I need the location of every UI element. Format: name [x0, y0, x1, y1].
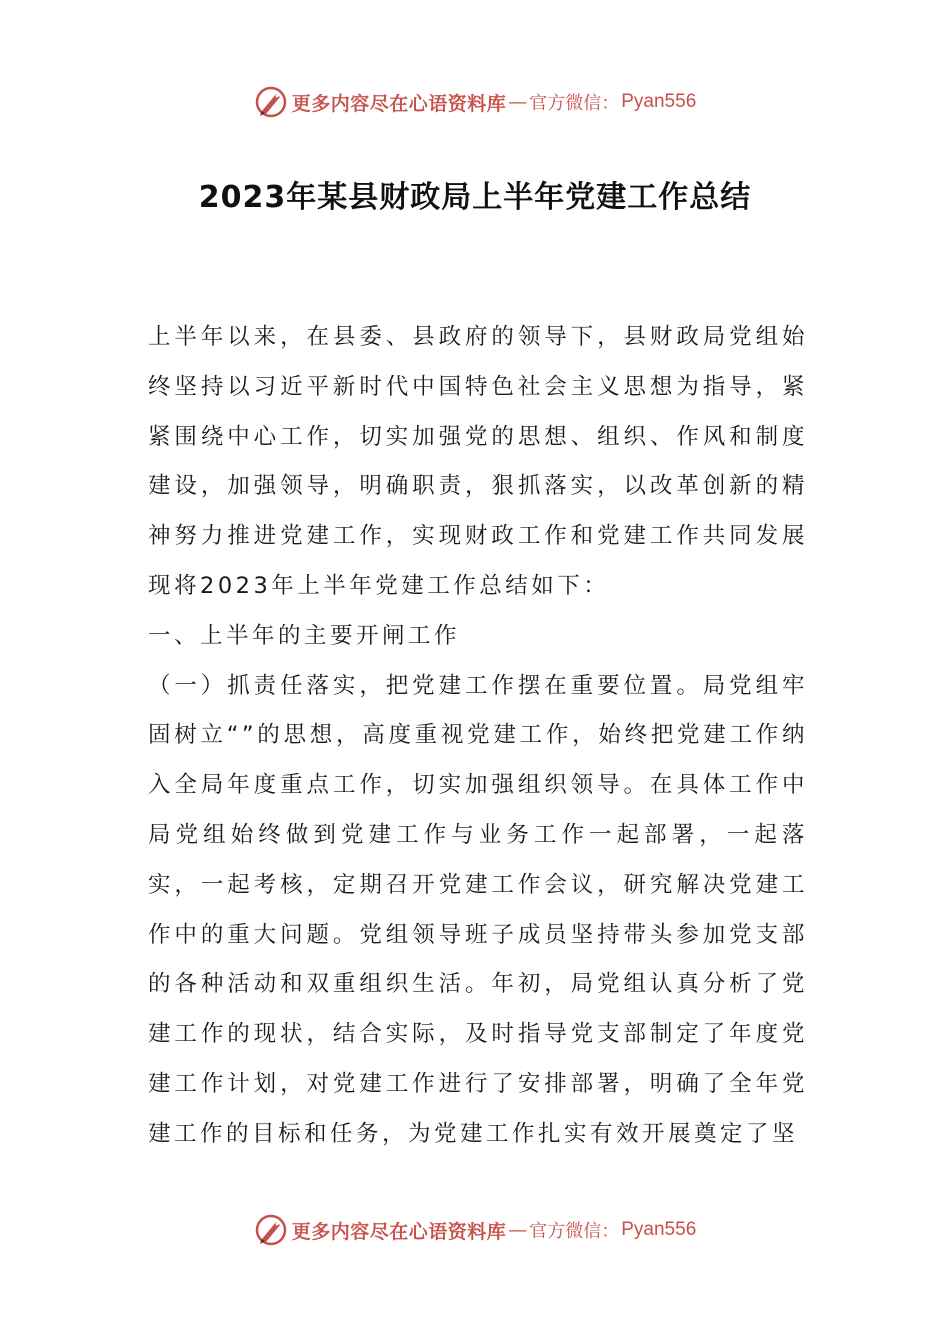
banner-wechat-label: 官方微信： [529, 93, 620, 114]
banner-slogan: 更多内容尽在心语资料库 [291, 1220, 507, 1243]
section-paragraph: （一）抓责任落实，把党建工作摆在重要位置。局党组牢固树立“”的思想，高度重视党建工作，始终把党建工作纳入全局年度重点工作，切实加强组织领导。在具体工作中局党组始终做到党建工作与业务工作一起部署，一起落实，一起考核，定期召开党建工作会议，研究解决党建工作中的重大问题。党组领导班子成员坚持带头参加党支部的各种活动和双重组织生活。年初，局党组认真分析了党建工作的现状，结合实际，及时指导党支部制定了年度党建工作计划，对党建工作进行了安排部署，明确了全年党建工作的目标和任务，为党建工作扎实有效开展奠定了坚 [148, 672, 808, 1147]
pen-logo-icon [254, 85, 288, 119]
header-banner [0, 84, 950, 120]
document-body [148, 313, 808, 1160]
document-title: 2023年某县财政局上半年党建工作总结 [198, 180, 752, 215]
banner-wechat-id: Pyan556 [621, 1219, 697, 1240]
footer-banner [0, 1212, 950, 1248]
intro-paragraph: 上半年以来，在县委、县政府的领导下，县财政局党组始终坚持以习近平新时代中国特色社会主义思想为指导，紧紧围绕中心工作，切实加强党的思想、组织、作风和制度建设，加强领导，明确职责，狠抓落实，以改革创新的精神努力推进党建工作，实现财政工作和党建工作共同发展现将2023年上半年党建工作总结如下： [148, 324, 808, 599]
section-heading: 一、上半年的主要开闸工作 [148, 622, 461, 649]
banner-dash: — [508, 91, 528, 113]
banner-wechat-label: 官方微信： [529, 1221, 620, 1242]
banner-dash: — [508, 1219, 528, 1241]
pen-logo-icon [254, 1213, 288, 1247]
banner-wechat-id: Pyan556 [621, 91, 697, 112]
banner-slogan: 更多内容尽在心语资料库 [291, 92, 507, 115]
